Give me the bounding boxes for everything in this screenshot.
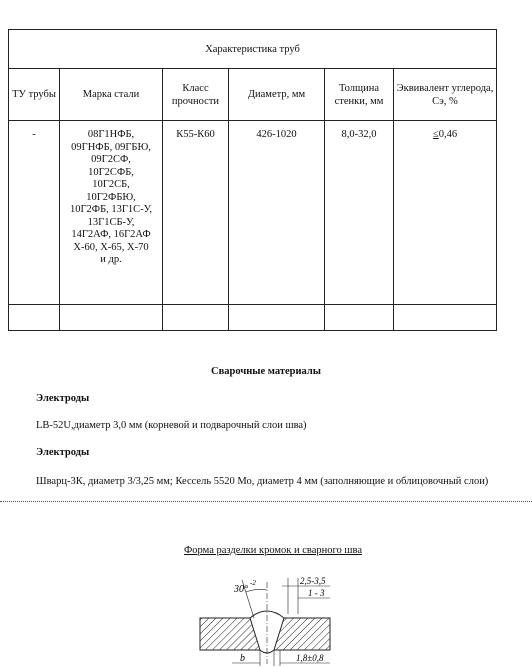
angle-label: 30° <box>234 584 248 595</box>
weld-joint-diagram <box>196 574 336 668</box>
pipe-characteristics-table <box>8 29 497 331</box>
table-title: Характеристика труб <box>9 30 497 69</box>
dim-b-label: b <box>240 653 245 664</box>
welding-materials-title: Сварочные материалы <box>211 366 321 377</box>
electrodes-text-1: LB-52U,диаметр 3,0 мм (корневой и подварочный слои шва) <box>36 420 307 431</box>
cell-diameter: 426-1020 <box>229 121 325 305</box>
cell-carbon-equivalent <box>394 121 497 305</box>
cell-tu: - <box>9 121 60 305</box>
empty-cell <box>394 305 497 331</box>
steel-line: 10Г2СФБ, <box>88 166 134 178</box>
steel-line: 14Г2АФ, 16Г2АФ <box>71 229 151 240</box>
header-strength-class: Класс прочности <box>163 69 229 121</box>
header-steel-grade: Марка стали <box>60 69 163 121</box>
dim-top-label: 2,5-3,5 <box>300 576 326 586</box>
steel-line: 10Г2СБ, <box>92 179 130 190</box>
steel-line: 08Г1НФБ, <box>87 129 135 140</box>
steel-line: 10Г2ФБ, 13Г1С-У, <box>69 204 153 215</box>
empty-cell <box>163 305 229 331</box>
angle-tolerance-label: -2 <box>250 579 256 587</box>
steel-line: 09Г2СФ, <box>91 154 131 165</box>
empty-cell <box>325 305 394 331</box>
header-wall-thickness: Толщина стенки, мм <box>325 69 394 121</box>
diagram-caption: Форма разделки кромок и сварного шва <box>184 545 362 556</box>
electrodes-text-2: Шварц-3К, диаметр 3/3,25 мм; Кессель 5520 Мо, диаметр 4 мм (заполняющие и облицовочный слои) <box>36 476 489 487</box>
empty-cell <box>60 305 163 331</box>
electrodes-heading-1: Электроды <box>36 393 90 404</box>
dim-bottom-label: 1,8±0,8 <box>296 653 324 663</box>
page-break-line <box>0 501 532 502</box>
cell-wall-thickness: 8,0-32,0 <box>325 121 394 305</box>
empty-cell <box>9 305 60 331</box>
steel-line: 10Г2ФБЮ, <box>86 191 136 203</box>
steel-line: Х-60, Х-65, Х-70 <box>73 241 149 253</box>
dim-side-label: 1 - 3 <box>308 588 325 598</box>
steel-line: и др. <box>100 254 122 265</box>
header-diameter: Диаметр, мм <box>229 69 325 121</box>
angle-arc <box>246 589 267 592</box>
electrodes-heading-2: Электроды <box>36 447 90 458</box>
steel-line: 13Г1СБ-У, <box>87 216 135 228</box>
header-carbon-equivalent: Эквивалент углерода, Сэ, % <box>394 69 497 121</box>
cell-steel-grades <box>60 121 163 305</box>
carbon-value: 0,46 <box>438 129 458 140</box>
le-sign: ≤ <box>432 129 439 140</box>
steel-line: 09ГНФБ, 09ГБЮ, <box>71 141 151 153</box>
empty-cell <box>229 305 325 331</box>
cell-strength-class: К55-К60 <box>163 121 229 305</box>
header-tu: ТУ трубы <box>9 69 60 121</box>
